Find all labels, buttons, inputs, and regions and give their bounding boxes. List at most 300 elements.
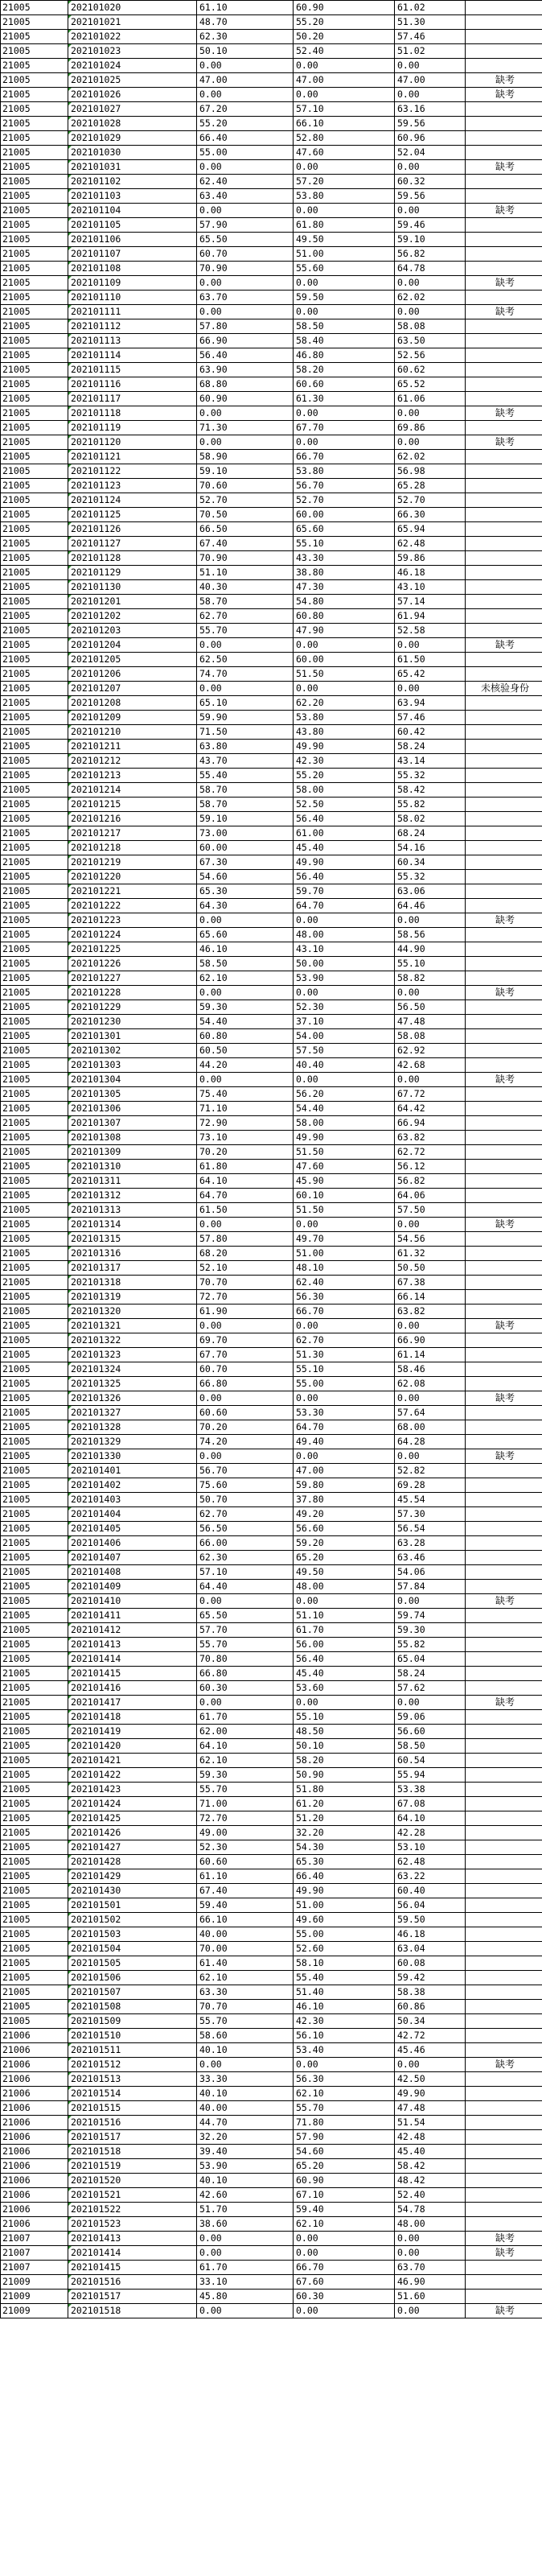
class-cell: 21005	[1, 1971, 68, 1985]
table-row	[1, 1985, 542, 2000]
status-cell	[466, 1348, 542, 1362]
table-row	[1, 1551, 542, 1565]
score-2-cell: 56.70	[294, 479, 395, 493]
status-cell	[466, 1551, 542, 1565]
score-2-cell: 61.00	[294, 826, 395, 841]
ticket-number-cell: 202101316	[68, 1247, 197, 1261]
class-cell: 21006	[1, 2145, 68, 2159]
class-cell: 21005	[1, 1898, 68, 1913]
score-2-cell: 47.90	[294, 624, 395, 638]
total-score-cell: 58.08	[395, 1029, 466, 1044]
table-row	[1, 73, 542, 88]
table-row	[1, 826, 542, 841]
total-score-cell: 45.54	[395, 1493, 466, 1507]
score-1-cell: 71.50	[197, 725, 294, 740]
score-2-cell: 56.30	[294, 2072, 395, 2087]
table-row	[1, 1464, 542, 1478]
ticket-number-cell: 202101218	[68, 841, 197, 855]
class-cell: 21005	[1, 1276, 68, 1290]
total-score-cell: 58.42	[395, 783, 466, 798]
score-1-cell: 0.00	[197, 276, 294, 291]
score-2-cell: 49.90	[294, 1131, 395, 1145]
class-cell: 21005	[1, 841, 68, 855]
total-score-cell: 55.82	[395, 798, 466, 812]
table-row	[1, 2217, 542, 2232]
score-1-cell: 62.00	[197, 1725, 294, 1739]
status-cell	[466, 971, 542, 986]
table-row	[1, 1058, 542, 1073]
status-cell: 缺考	[466, 204, 542, 218]
status-cell	[466, 1768, 542, 1783]
score-1-cell: 0.00	[197, 435, 294, 450]
score-1-cell: 61.70	[197, 1710, 294, 1725]
total-score-cell: 64.10	[395, 1811, 466, 1826]
table-row	[1, 1507, 542, 1522]
ticket-number-cell: 202101513	[68, 2072, 197, 2087]
table-row	[1, 957, 542, 971]
class-cell: 21005	[1, 1507, 68, 1522]
score-2-cell: 37.80	[294, 1493, 395, 1507]
table-row	[1, 2290, 542, 2304]
class-cell: 21005	[1, 928, 68, 942]
table-row	[1, 1304, 542, 1319]
table-row	[1, 609, 542, 624]
score-1-cell: 66.40	[197, 131, 294, 146]
status-cell	[466, 2159, 542, 2174]
score-1-cell: 0.00	[197, 1391, 294, 1406]
status-cell	[466, 262, 542, 276]
ticket-number-cell: 202101219	[68, 855, 197, 870]
score-1-cell: 40.10	[197, 2174, 294, 2188]
total-score-cell: 59.06	[395, 1710, 466, 1725]
ticket-number-cell: 202101225	[68, 942, 197, 957]
total-score-cell: 54.56	[395, 1232, 466, 1247]
status-cell	[466, 2130, 542, 2145]
class-cell: 21005	[1, 1493, 68, 1507]
table-row	[1, 1362, 542, 1377]
total-score-cell: 43.10	[395, 580, 466, 595]
status-cell	[466, 1058, 542, 1073]
ticket-number-cell: 202101204	[68, 638, 197, 653]
class-cell: 21005	[1, 1942, 68, 1956]
total-score-cell: 64.78	[395, 262, 466, 276]
table-row	[1, 1623, 542, 1638]
table-row	[1, 377, 542, 392]
score-1-cell: 33.30	[197, 2072, 294, 2087]
class-cell: 21005	[1, 624, 68, 638]
total-score-cell: 55.82	[395, 1638, 466, 1652]
score-1-cell: 58.70	[197, 595, 294, 609]
class-cell: 21005	[1, 30, 68, 44]
table-row	[1, 711, 542, 725]
class-cell: 21005	[1, 1449, 68, 1464]
table-row	[1, 638, 542, 653]
score-1-cell: 62.10	[197, 1971, 294, 1985]
ticket-number-cell: 202101320	[68, 1304, 197, 1319]
status-cell	[466, 884, 542, 899]
score-2-cell: 0.00	[294, 1218, 395, 1232]
ticket-number-cell: 202101324	[68, 1362, 197, 1377]
class-cell: 21005	[1, 812, 68, 826]
table-row	[1, 493, 542, 508]
table-row	[1, 667, 542, 682]
class-cell: 21005	[1, 146, 68, 160]
score-2-cell: 40.40	[294, 1058, 395, 1073]
class-cell: 21005	[1, 1, 68, 15]
total-score-cell: 58.38	[395, 1985, 466, 2000]
status-cell	[466, 1956, 542, 1971]
score-1-cell: 0.00	[197, 1218, 294, 1232]
ticket-number-cell: 202101116	[68, 377, 197, 392]
class-cell: 21005	[1, 942, 68, 957]
score-2-cell: 56.30	[294, 1290, 395, 1304]
score-2-cell: 58.20	[294, 1754, 395, 1768]
ticket-number-cell: 202101309	[68, 1145, 197, 1160]
total-score-cell: 0.00	[395, 1449, 466, 1464]
score-1-cell: 63.40	[197, 189, 294, 204]
score-1-cell: 68.20	[197, 1247, 294, 1261]
status-cell	[466, 653, 542, 667]
ticket-number-cell: 202101414	[68, 2246, 197, 2261]
table-row	[1, 580, 542, 595]
class-cell: 21005	[1, 305, 68, 319]
status-cell	[466, 1536, 542, 1551]
status-cell	[466, 1710, 542, 1725]
table-row	[1, 2072, 542, 2087]
class-cell: 21005	[1, 957, 68, 971]
score-2-cell: 64.70	[294, 899, 395, 913]
status-cell: 未核验身份	[466, 682, 542, 696]
class-cell: 21005	[1, 1058, 68, 1073]
ticket-number-cell: 202101313	[68, 1203, 197, 1218]
table-row	[1, 1956, 542, 1971]
table-row	[1, 2043, 542, 2058]
total-score-cell: 54.78	[395, 2203, 466, 2217]
score-1-cell: 0.00	[197, 2232, 294, 2246]
total-score-cell: 47.48	[395, 2101, 466, 2116]
score-2-cell: 58.40	[294, 334, 395, 348]
ticket-number-cell: 202101328	[68, 1420, 197, 1435]
score-2-cell: 48.10	[294, 1261, 395, 1276]
status-cell	[466, 218, 542, 233]
class-cell: 21005	[1, 1927, 68, 1942]
total-score-cell: 60.86	[395, 2000, 466, 2014]
ticket-number-cell: 202101226	[68, 957, 197, 971]
class-cell: 21005	[1, 450, 68, 464]
score-1-cell: 60.90	[197, 392, 294, 406]
class-cell: 21005	[1, 1681, 68, 1696]
ticket-number-cell: 202101511	[68, 2043, 197, 2058]
table-row	[1, 1869, 542, 1884]
class-cell: 21005	[1, 508, 68, 522]
total-score-cell: 57.64	[395, 1406, 466, 1420]
ticket-number-cell: 202101305	[68, 1087, 197, 1102]
ticket-number-cell: 202101103	[68, 189, 197, 204]
score-2-cell: 54.80	[294, 595, 395, 609]
score-2-cell: 60.00	[294, 653, 395, 667]
class-cell: 21005	[1, 262, 68, 276]
score-1-cell: 0.00	[197, 88, 294, 102]
total-score-cell: 64.28	[395, 1435, 466, 1449]
class-cell: 21005	[1, 855, 68, 870]
class-cell: 21005	[1, 580, 68, 595]
total-score-cell: 0.00	[395, 1218, 466, 1232]
status-cell	[466, 1913, 542, 1927]
table-row	[1, 1855, 542, 1869]
score-2-cell: 60.90	[294, 1, 395, 15]
score-1-cell: 0.00	[197, 59, 294, 73]
status-cell	[466, 1754, 542, 1768]
score-2-cell: 43.80	[294, 725, 395, 740]
table-row	[1, 291, 542, 305]
score-2-cell: 56.60	[294, 1522, 395, 1536]
status-cell	[466, 421, 542, 435]
total-score-cell: 0.00	[395, 638, 466, 653]
score-1-cell: 70.70	[197, 1276, 294, 1290]
status-cell	[466, 2261, 542, 2275]
total-score-cell: 53.10	[395, 1840, 466, 1855]
score-2-cell: 47.30	[294, 580, 395, 595]
ticket-number-cell: 202101227	[68, 971, 197, 986]
table-row	[1, 59, 542, 73]
ticket-number-cell: 202101413	[68, 2232, 197, 2246]
ticket-number-cell: 202101401	[68, 1464, 197, 1478]
score-2-cell: 61.80	[294, 218, 395, 233]
class-cell: 21006	[1, 2159, 68, 2174]
status-cell	[466, 2116, 542, 2130]
table-row	[1, 1536, 542, 1551]
table-row	[1, 2246, 542, 2261]
status-cell	[466, 1131, 542, 1145]
class-cell: 21005	[1, 1536, 68, 1551]
score-1-cell: 60.00	[197, 841, 294, 855]
score-1-cell: 72.90	[197, 1116, 294, 1131]
ticket-number-cell: 202101110	[68, 291, 197, 305]
total-score-cell: 56.12	[395, 1160, 466, 1174]
table-row	[1, 406, 542, 421]
total-score-cell: 61.14	[395, 1348, 466, 1362]
status-cell	[466, 2087, 542, 2101]
class-cell: 21005	[1, 826, 68, 841]
score-2-cell: 56.40	[294, 812, 395, 826]
score-1-cell: 0.00	[197, 638, 294, 653]
class-cell: 21005	[1, 1826, 68, 1840]
score-2-cell: 67.10	[294, 2188, 395, 2203]
table-row	[1, 1811, 542, 1826]
table-row	[1, 15, 542, 30]
score-2-cell: 59.80	[294, 1478, 395, 1493]
ticket-number-cell: 202101224	[68, 928, 197, 942]
ticket-number-cell: 202101522	[68, 2203, 197, 2217]
score-2-cell: 52.60	[294, 1942, 395, 1956]
total-score-cell: 0.00	[395, 160, 466, 175]
class-cell: 21005	[1, 1261, 68, 1276]
score-1-cell: 70.90	[197, 262, 294, 276]
score-1-cell: 65.60	[197, 928, 294, 942]
status-cell	[466, 450, 542, 464]
score-1-cell: 60.80	[197, 1029, 294, 1044]
score-1-cell: 0.00	[197, 1594, 294, 1609]
table-row	[1, 508, 542, 522]
status-cell	[466, 1044, 542, 1058]
ticket-number-cell: 202101220	[68, 870, 197, 884]
class-cell: 21005	[1, 971, 68, 986]
score-2-cell: 47.00	[294, 1464, 395, 1478]
status-cell	[466, 59, 542, 73]
table-row	[1, 913, 542, 928]
score-2-cell: 0.00	[294, 1449, 395, 1464]
table-row	[1, 1, 542, 15]
status-cell	[466, 1464, 542, 1478]
ticket-number-cell: 202101317	[68, 1261, 197, 1276]
table-row	[1, 247, 542, 262]
status-cell	[466, 319, 542, 334]
score-1-cell: 64.10	[197, 1739, 294, 1754]
ticket-number-cell: 202101407	[68, 1551, 197, 1565]
ticket-number-cell: 202101504	[68, 1942, 197, 1956]
total-score-cell: 58.46	[395, 1362, 466, 1377]
table-row	[1, 218, 542, 233]
score-1-cell: 62.50	[197, 653, 294, 667]
score-1-cell: 58.90	[197, 450, 294, 464]
ticket-number-cell: 202101107	[68, 247, 197, 262]
table-row	[1, 2304, 542, 2318]
ticket-number-cell: 202101125	[68, 508, 197, 522]
score-2-cell: 55.10	[294, 537, 395, 551]
total-score-cell: 64.46	[395, 899, 466, 913]
score-2-cell: 53.30	[294, 1406, 395, 1420]
ticket-number-cell: 202101210	[68, 725, 197, 740]
class-cell: 21005	[1, 175, 68, 189]
score-2-cell: 47.60	[294, 146, 395, 160]
table-row	[1, 1710, 542, 1725]
total-score-cell: 55.32	[395, 870, 466, 884]
ticket-number-cell: 202101314	[68, 1218, 197, 1232]
score-1-cell: 68.80	[197, 377, 294, 392]
class-cell: 21005	[1, 1377, 68, 1391]
score-2-cell: 0.00	[294, 1594, 395, 1609]
table-row	[1, 392, 542, 406]
status-cell	[466, 754, 542, 769]
score-2-cell: 55.20	[294, 15, 395, 30]
score-1-cell: 45.80	[197, 2290, 294, 2304]
score-1-cell: 44.20	[197, 1058, 294, 1073]
ticket-number-cell: 202101421	[68, 1754, 197, 1768]
table-row	[1, 88, 542, 102]
class-cell: 21005	[1, 1319, 68, 1333]
table-row	[1, 1290, 542, 1304]
table-row	[1, 160, 542, 175]
status-cell	[466, 44, 542, 59]
score-1-cell: 40.10	[197, 2043, 294, 2058]
ticket-number-cell: 202101516	[68, 2116, 197, 2130]
table-row	[1, 1768, 542, 1783]
score-2-cell: 62.10	[294, 2217, 395, 2232]
table-row	[1, 1174, 542, 1189]
score-2-cell: 57.10	[294, 102, 395, 117]
class-cell: 21006	[1, 2203, 68, 2217]
score-1-cell: 0.00	[197, 1696, 294, 1710]
class-cell: 21005	[1, 131, 68, 146]
class-cell: 21005	[1, 1478, 68, 1493]
ticket-number-cell: 202101403	[68, 1493, 197, 1507]
status-cell	[466, 812, 542, 826]
total-score-cell: 62.02	[395, 450, 466, 464]
table-row	[1, 2130, 542, 2145]
score-1-cell: 70.60	[197, 479, 294, 493]
ticket-number-cell: 202101327	[68, 1406, 197, 1420]
status-cell	[466, 1681, 542, 1696]
table-row	[1, 44, 542, 59]
class-cell: 21006	[1, 2174, 68, 2188]
class-cell: 21005	[1, 1218, 68, 1232]
table-row	[1, 1333, 542, 1348]
table-row	[1, 1145, 542, 1160]
score-2-cell: 0.00	[294, 1696, 395, 1710]
ticket-number-cell: 202101112	[68, 319, 197, 334]
table-row	[1, 986, 542, 1000]
total-score-cell: 59.10	[395, 233, 466, 247]
table-row	[1, 1319, 542, 1333]
table-row	[1, 1015, 542, 1029]
score-1-cell: 0.00	[197, 2304, 294, 2318]
score-2-cell: 53.40	[294, 2043, 395, 2058]
class-cell: 21006	[1, 2116, 68, 2130]
table-row	[1, 1478, 542, 1493]
total-score-cell: 63.06	[395, 884, 466, 899]
ticket-number-cell: 202101301	[68, 1029, 197, 1044]
status-cell	[466, 15, 542, 30]
score-1-cell: 52.10	[197, 1261, 294, 1276]
status-cell	[466, 1015, 542, 1029]
class-cell: 21005	[1, 711, 68, 725]
status-cell	[466, 508, 542, 522]
score-2-cell: 43.30	[294, 551, 395, 566]
score-1-cell: 53.90	[197, 2159, 294, 2174]
total-score-cell: 63.46	[395, 1551, 466, 1565]
total-score-cell: 60.54	[395, 1754, 466, 1768]
score-2-cell: 66.70	[294, 2261, 395, 2275]
score-1-cell: 56.50	[197, 1522, 294, 1536]
status-cell	[466, 1884, 542, 1898]
ticket-number-cell: 202101512	[68, 2058, 197, 2072]
total-score-cell: 46.90	[395, 2275, 466, 2290]
status-cell	[466, 667, 542, 682]
class-cell: 21006	[1, 2087, 68, 2101]
total-score-cell: 56.82	[395, 247, 466, 262]
score-2-cell: 52.40	[294, 44, 395, 59]
status-cell	[466, 1522, 542, 1536]
total-score-cell: 56.50	[395, 1000, 466, 1015]
total-score-cell: 58.24	[395, 1667, 466, 1681]
score-1-cell: 61.10	[197, 1869, 294, 1884]
score-2-cell: 49.70	[294, 1232, 395, 1247]
class-cell: 21005	[1, 1725, 68, 1739]
score-1-cell: 67.30	[197, 855, 294, 870]
ticket-number-cell: 202101330	[68, 1449, 197, 1464]
score-1-cell: 52.30	[197, 1840, 294, 1855]
ticket-number-cell: 202101411	[68, 1609, 197, 1623]
ticket-number-cell: 202101217	[68, 826, 197, 841]
total-score-cell: 56.04	[395, 1898, 466, 1913]
ticket-number-cell: 202101518	[68, 2304, 197, 2318]
score-1-cell: 71.10	[197, 1102, 294, 1116]
table-row	[1, 1652, 542, 1667]
score-2-cell: 48.50	[294, 1725, 395, 1739]
score-2-cell: 48.00	[294, 1580, 395, 1594]
score-2-cell: 0.00	[294, 2058, 395, 2072]
score-2-cell: 0.00	[294, 638, 395, 653]
